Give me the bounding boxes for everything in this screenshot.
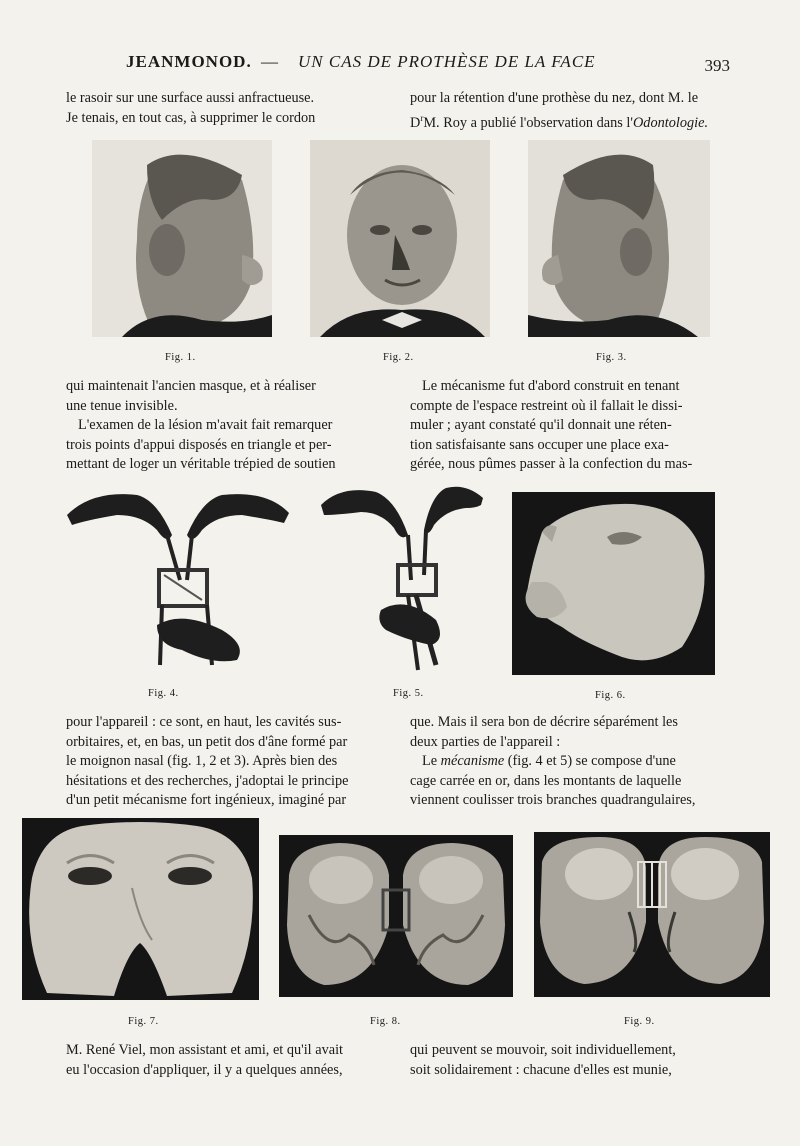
figure-1-photo [92, 140, 272, 337]
text-line: pour la rétention d'une prothèse du nez, dont M. le [410, 90, 699, 106]
text-line: trois points d'appui disposés en triangle et per- [66, 436, 332, 453]
text-block-top-left [66, 89, 392, 128]
running-header [66, 52, 738, 82]
text-block-bottom-right [410, 1041, 740, 1080]
figure-5-photo [316, 480, 488, 680]
header-separator: — [261, 52, 278, 71]
figure-7-caption: Fig. 7. [128, 1016, 159, 1027]
text-line: une tenue invisible. [66, 397, 178, 414]
text-line: tion satisfaisante sans occuper une place exa- [410, 436, 669, 453]
text-line: le moignon nasal (fig. 1, 2 et 3). Après bien des [66, 753, 338, 769]
text-fragment: Le [422, 753, 441, 769]
italic-fragment: Odontologie. [632, 114, 709, 131]
header-title: UN CAS DE PROTHÈSE DE LA FACE [298, 52, 596, 71]
header-author: JEANMONOD. [126, 52, 252, 71]
text-line: cage carrée en or, dans les montants de laquelle [410, 772, 682, 789]
figure-4-photo [62, 485, 294, 680]
figure-9-photo [534, 832, 770, 997]
figure-2-caption: Fig. 2. [383, 352, 414, 363]
text-block-middle-right [410, 377, 740, 475]
text-block-top-right [410, 89, 740, 133]
text-fragment: (fig. 4 et 5) se compose d'une [504, 753, 676, 769]
text-line [410, 752, 740, 772]
text-line: L'examen de la lésion m'avait fait remarquer [78, 417, 333, 433]
text-block-lower-right [410, 713, 740, 811]
text-block-lower-left [66, 713, 392, 811]
figure-4-caption: Fig. 4. [148, 688, 179, 699]
text-line: soit solidairement : chacune d'elles est munie, [410, 1061, 672, 1078]
text-line: d'un petit mécanisme fort ingénieux, imaginé par [66, 792, 347, 808]
text-block-middle-left [66, 377, 392, 475]
figure-1-caption: Fig. 1. [165, 352, 196, 363]
text-line: mettant de loger un véritable trépied de soutien [66, 456, 336, 472]
text-line: viennent coulisser trois branches quadrangulaires, [410, 792, 696, 808]
figure-6-caption: Fig. 6. [595, 690, 626, 701]
figure-7-photo [22, 818, 259, 1000]
figure-9-caption: Fig. 9. [624, 1016, 655, 1027]
figure-3-caption: Fig. 3. [596, 352, 627, 363]
figure-6-photo [512, 492, 715, 675]
text-line: qui maintenait l'ancien masque, et à réaliser [66, 378, 316, 394]
figure-8-caption: Fig. 8. [370, 1016, 401, 1027]
text-line [410, 109, 740, 133]
figure-2-photo [310, 140, 490, 337]
text-line: pour l'appareil : ce sont, en haut, les cavités sus- [66, 714, 342, 730]
figure-3-photo [528, 140, 710, 337]
superscript: r [420, 112, 424, 123]
text-line: compte de l'espace restreint où il fallait le dissi- [410, 397, 683, 414]
text-line: qui peuvent se mouvoir, soit individuellement, [410, 1042, 676, 1058]
text-line: eu l'occasion d'appliquer, il y a quelques années, [66, 1061, 343, 1078]
text-line: deux parties de l'appareil : [410, 733, 561, 750]
text-line: Le mécanisme fut d'abord construit en tenant [422, 378, 680, 394]
italic-fragment: mécanisme [440, 753, 505, 769]
page-number: 393 [704, 56, 730, 75]
figure-8-photo [279, 835, 513, 997]
figure-5-caption: Fig. 5. [393, 688, 424, 699]
text-line: orbitaires, et, en bas, un petit dos d'âne formé par [66, 733, 348, 750]
text-line: gérée, nous pûmes passer à la confection du mas- [410, 456, 693, 472]
text-line: que. Mais il sera bon de décrire séparément les [410, 714, 678, 730]
text-block-bottom-left [66, 1041, 392, 1080]
text-line: hésitations et des recherches, j'adoptai le principe [66, 772, 349, 789]
text-line: M. René Viel, mon assistant et ami, et qu'il avait [66, 1042, 344, 1058]
text-line: muler ; ayant constaté qu'il donnait une réten- [410, 417, 672, 433]
text-fragment: D [410, 114, 421, 131]
text-fragment: M. Roy a publié l'observation dans l' [423, 114, 633, 131]
text-line: Je tenais, en tout cas, à supprimer le cordon [66, 109, 316, 126]
text-line: le rasoir sur une surface aussi anfractueuse. [66, 90, 315, 106]
